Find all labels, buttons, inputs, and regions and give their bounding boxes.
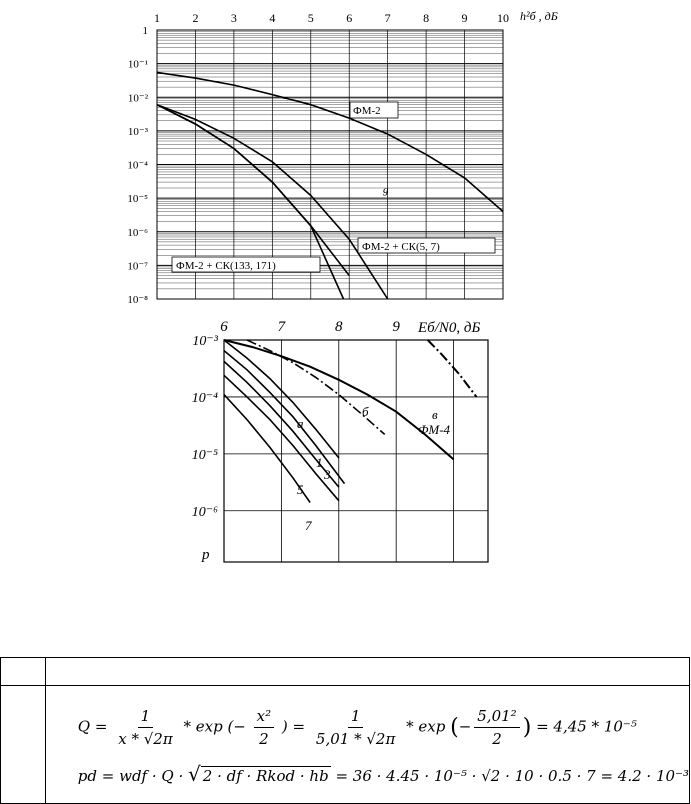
series-line: [157, 72, 503, 211]
curve-label-1: 1: [316, 455, 323, 470]
y-tick-label: 10⁻⁴: [127, 159, 148, 172]
table-header-cell: [1, 658, 46, 686]
y-tick-label: 1: [142, 25, 148, 37]
y-tick-label: 10⁻⁶: [191, 504, 218, 520]
pd-formula: pd = wdf · Q · √ 2 · df · Rkod · hb = 36 · 4.45 · 10⁻⁵ · √2 · 10 · 0.5 · 7 = 4.2 · 10⁻³: [77, 762, 689, 786]
fraction: $\frac{1}{x * √2\pi}$: [118, 707, 173, 748]
y-tick-label: 10⁻⁵: [127, 193, 148, 206]
pd-result: = 36 · 4.45 · 10⁻⁵ · √2 · 10 · 0.5 · 7 = 4.2 · 10⁻³: [335, 767, 689, 785]
curve-label-a: а: [297, 416, 304, 431]
x-tick-label: 9: [461, 11, 468, 25]
series-label-fm2-sk57: ФМ-2 + СК(5, 7): [362, 241, 440, 253]
y-tick-label: 10⁻³: [127, 125, 148, 138]
y-tick-label: 10⁻⁸: [127, 294, 148, 306]
curve-label-3: 3: [324, 467, 331, 482]
x-tick-label: 8: [335, 319, 343, 335]
y-tick-label: 10⁻⁶: [127, 226, 148, 239]
q-exp: * exp (−: [183, 717, 246, 736]
x-tick-label: 8: [423, 11, 430, 25]
x-tick-label: 7: [277, 319, 286, 335]
series-line: [224, 351, 345, 484]
q-equals: ) =: [281, 717, 306, 736]
fraction: $\frac{\text{x²}}{2}$: [254, 707, 274, 748]
x-tick-label: 4: [269, 11, 276, 25]
table-header-row: [1, 658, 690, 686]
curve-label-b: б: [362, 404, 369, 419]
curve-label-7: 7: [305, 518, 312, 533]
y-tick-labels: [127, 25, 148, 306]
x-tick-label: 2: [192, 11, 199, 25]
curve-label-5: 5: [297, 482, 304, 497]
y-tick-label: 10⁻³: [192, 334, 218, 349]
q-result: = 4,45 * 10⁻⁵: [536, 717, 637, 736]
x-tick-label: 6: [346, 11, 353, 25]
y-tick-labels: [192, 334, 219, 520]
q-lhs: Q =: [77, 717, 108, 736]
formula-cell: [45, 686, 689, 804]
y-axis-label: p: [202, 547, 210, 563]
x-tick-label: 10: [497, 11, 509, 25]
curve-label-v: в: [432, 407, 438, 422]
pd-radicand: 2 · df · Rkod · hb: [202, 767, 329, 785]
x-tick-labels: [220, 319, 400, 335]
x-tick-labels: [154, 11, 509, 25]
x-tick-label: 3: [230, 11, 237, 25]
x-tick-label: 5: [307, 11, 314, 25]
series-line: [157, 105, 349, 276]
fraction: $\frac{\text{5,01²}}{2}$: [474, 707, 519, 748]
table-header-cell: [45, 658, 689, 686]
x-axis-label: Eб/N0, дБ: [418, 320, 481, 336]
x-axis-label: h²б , дБ: [520, 9, 558, 23]
x-tick-label: 9: [392, 319, 400, 335]
table-row: [1, 686, 690, 804]
x-tick-label: 7: [384, 11, 391, 25]
x-tick-label: 1: [154, 11, 160, 25]
y-tick-label: 10⁻⁴: [191, 390, 218, 406]
x-tick-label: 6: [220, 319, 228, 335]
y-tick-label: 10⁻²: [127, 92, 148, 105]
series-label-fm2-sk133: ФМ-2 + СК(133, 171): [176, 260, 276, 272]
series-label-fm2: ФМ-2: [353, 105, 381, 117]
y-tick-label: 10⁻⁵: [191, 447, 218, 463]
table-cell: [1, 686, 46, 804]
series-line: [247, 340, 385, 434]
ber-chart-bottom: [0, 310, 691, 570]
q-exp2: * exp: [406, 717, 446, 736]
ber-chart-top: [0, 0, 691, 310]
series-label-g: g: [383, 184, 389, 196]
q-formula: Q = $\frac{1}{x * √2\pi}$ * exp (− $\frac{\text{x²}}{2}$ ) = $\frac{1}{5,01 * √2\pi}$ * exp (− $\frac{\text{5,01²}}{2}$ ) = 4,45 * 10⁻⁵: [77, 707, 637, 748]
solution-table: [0, 657, 690, 804]
fraction: $\frac{1}{5,01 * √2\pi}$: [315, 707, 396, 748]
curve-label-fm4: ФМ-4: [418, 422, 451, 437]
series-line: [428, 340, 477, 397]
pd-lhs: pd = wdf · Q ·: [77, 767, 184, 785]
y-tick-label: 10⁻¹: [127, 58, 148, 71]
y-tick-label: 10⁻⁷: [127, 260, 148, 273]
